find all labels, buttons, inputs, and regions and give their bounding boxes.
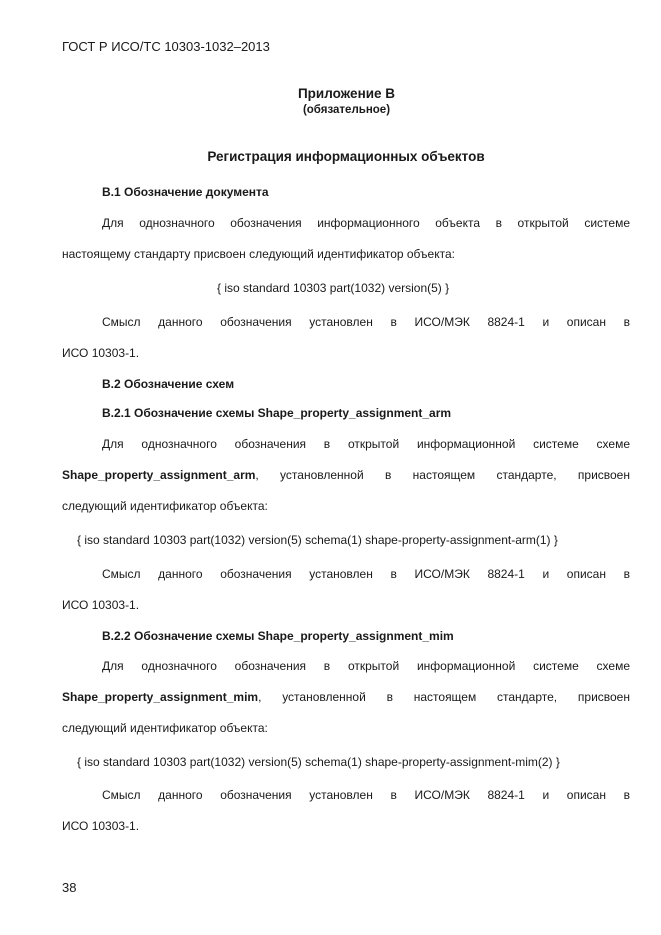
b22-heading: В.2.2 Обозначение схемы Shape_property_assignment_mim [102,629,454,643]
b21-schema-name: Shape_property_assignment_arm [62,468,256,482]
b21-meaning-line: Смысл данного обозначения установлен в ИСО/МЭК 8824-1 и описан в [102,567,630,581]
b21-paragraph-line: Для однозначного обозначения в открытой информационной системе схеме [102,437,630,451]
section-title: Регистрация информационных объектов [207,149,485,164]
b1-identifier: { iso standard 10303 part(1032) version(5) } [217,281,450,295]
b21-paragraph-line [62,468,630,482]
b21-meaning-line: ИСО 10303-1. [62,598,140,612]
b1-paragraph-line: настоящему стандарту присвоен следующий идентификатор объекта: [62,247,455,261]
b21-paragraph-line: следующий идентификатор объекта: [62,499,268,513]
b1-meaning-line: Смысл данного обозначения установлен в ИСО/МЭК 8824-1 и описан в [102,315,630,329]
b1-paragraph-line: Для однозначного обозначения информационного объекта в открытой системе [102,216,630,230]
b22-meaning-line: ИСО 10303-1. [62,819,140,833]
b22-paragraph-line: следующий идентификатор объекта: [62,721,268,735]
appendix-subtitle: (обязательное) [302,104,391,116]
b22-paragraph-line: Для однозначного обозначения в открытой информационной системе схеме [102,659,630,673]
b21-paragraph-rest: , установленной в настоящем стандарте, присвоен [255,468,630,482]
b1-heading: В.1 Обозначение документа [102,185,269,199]
page-number: 38 [62,880,77,895]
b22-paragraph-line [62,690,630,704]
b22-paragraph-rest: , установленной в настоящем стандарте, присвоен [258,690,630,704]
b1-meaning-line: ИСО 10303-1. [62,346,140,360]
b2-heading: В.2 Обозначение схем [102,377,235,391]
b22-identifier: { iso standard 10303 part(1032) version(5) schema(1) shape-property-assignment-mim(2) } [77,755,560,769]
b22-meaning-line: Смысл данного обозначения установлен в ИСО/МЭК 8824-1 и описан в [102,788,630,802]
b21-heading: В.2.1 Обозначение схемы Shape_property_assignment_arm [102,406,452,420]
document-code-header: ГОСТ Р ИСО/ТС 10303-1032–2013 [62,39,270,54]
b21-identifier: { iso standard 10303 part(1032) version(5) schema(1) shape-property-assignment-arm(1) } [77,533,558,547]
b22-schema-name: Shape_property_assignment_mim [62,690,259,704]
appendix-title: Приложение В [297,86,396,101]
